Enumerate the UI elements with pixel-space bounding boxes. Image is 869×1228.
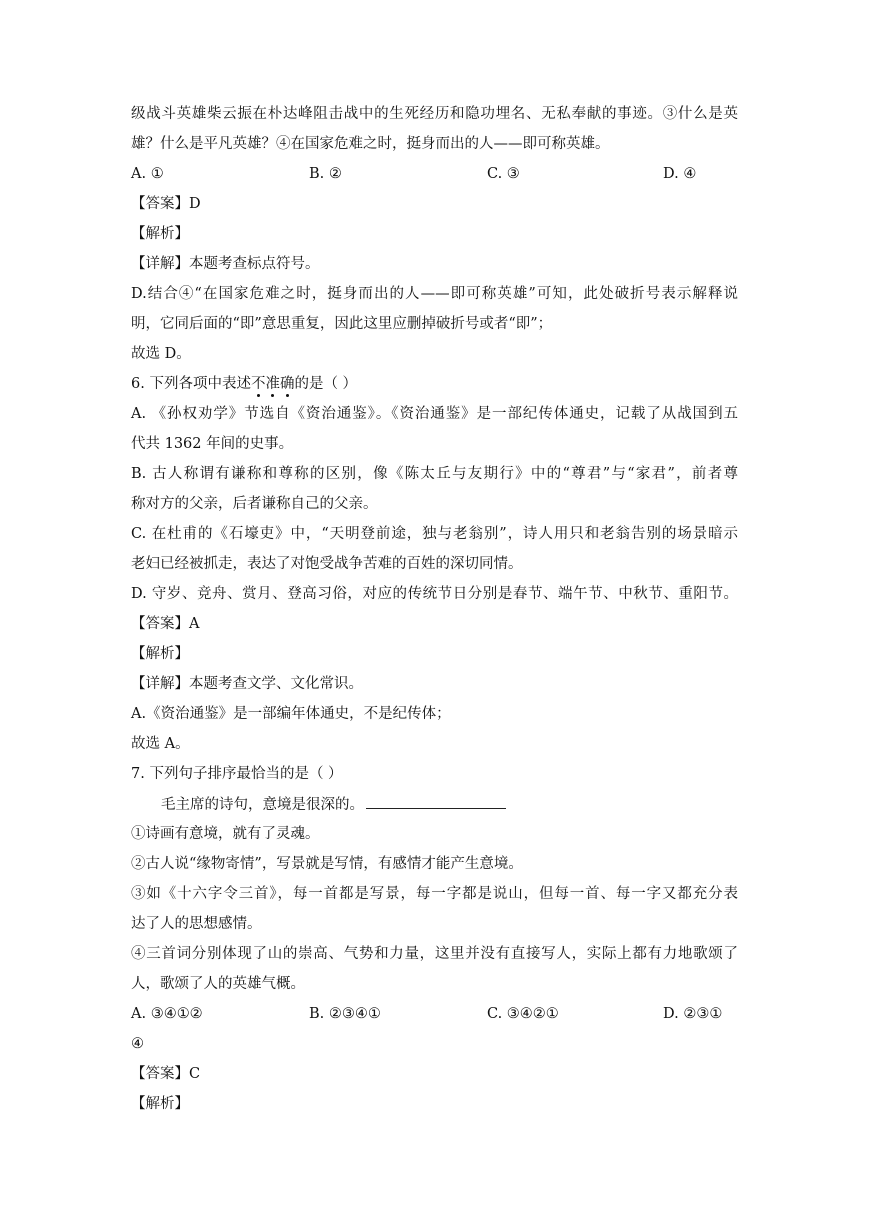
- analysis-label: 【解析】: [131, 226, 189, 242]
- choice-conclusion: 故选 A。: [131, 736, 190, 752]
- detail-text: 【详解】本题考查文学、文化常识。: [131, 676, 363, 692]
- option-a-line: 代共 1362 年间的史事。: [131, 436, 294, 452]
- explanation-line: 明，它同后面的“即”意思重复，因此这里应删掉破折号或者“即”；: [131, 316, 553, 332]
- explanation-line: A.《资治通鉴》是一部编年体通史，不是纪传体；: [131, 706, 451, 722]
- stem-text: 的是（ ）: [294, 376, 358, 392]
- option-a: A. ①: [131, 166, 164, 182]
- option-d-wrap: ④: [131, 1036, 144, 1052]
- stem-text: 6. 下列各项中表述: [131, 376, 251, 392]
- sentence-3: 达了人的思想感情。: [131, 916, 262, 932]
- sentence-3: ③如《十六字令三首》，每一首都是写景，每一字都是说山，但每一首、每一字又都充分表: [131, 886, 738, 902]
- explanation-line: D.结合④“在国家危难之时，挺身而出的人——即可称英雄”可知，此处破折号表示解释说: [131, 286, 738, 302]
- option-c-line: C. 在杜甫的《石壕吏》中，“天明登前途，独与老翁别”，诗人用只和老翁告别的场景暗示: [131, 526, 738, 542]
- question-text-line: 级战斗英雄柴云振在朴达峰阻击战中的生死经历和隐功埋名、无私奉献的事迹。③什么是英: [131, 106, 738, 122]
- option-d: D. ②③①: [663, 1006, 723, 1022]
- answer-options: [131, 164, 741, 184]
- option-c: C. ③④②①: [487, 1006, 559, 1022]
- answer-options: [131, 1004, 741, 1024]
- emphasis-char: 准: [265, 376, 280, 392]
- option-a: A. ③④①②: [131, 1006, 203, 1022]
- question-6-stem: [131, 374, 738, 394]
- answer-blank: [366, 794, 506, 809]
- answer-label: 【答案】C: [131, 1066, 201, 1082]
- answer-label: 【答案】A: [131, 616, 200, 632]
- option-c-line: 老妇已经被抓走，表达了对饱受战争苦难的百姓的深切同情。: [131, 556, 523, 572]
- option-b: B. ②: [309, 166, 342, 182]
- option-b-line: B. 古人称谓有谦称和尊称的区别，像《陈太丘与友期行》中的“尊君”与“家君”，前者尊: [131, 466, 738, 482]
- lead-text: 毛主席的诗句，意境是很深的。: [161, 797, 364, 813]
- option-b-line: 称对方的父亲，后者谦称自己的父亲。: [131, 496, 378, 512]
- question-text-line: 雄？什么是平凡英雄？④在国家危难之时，挺身而出的人——即可称英雄。: [131, 136, 610, 152]
- option-d-line: D. 守岁、竞舟、赏月、登高习俗，对应的传统节日分别是春节、端午节、中秋节、重阳节。: [131, 586, 738, 602]
- analysis-label: 【解析】: [131, 646, 189, 662]
- option-d: D. ④: [663, 166, 697, 182]
- option-c: C. ③: [487, 166, 520, 182]
- option-a-line: A. 《孙权劝学》节选自《资治通鉴》。《资治通鉴》是一部纪传体通史，记载了从战国到五: [131, 406, 738, 422]
- emphasis-char: 确: [279, 376, 295, 392]
- lead-sentence: [161, 794, 738, 815]
- sentence-4: ④三首词分别体现了山的崇高、气势和力量，这里并没有直接写人，实际上都有力地歌颂了: [131, 946, 738, 962]
- emphasis-char: 不: [250, 376, 266, 392]
- sentence-1: ①诗画有意境，就有了灵魂。: [131, 826, 320, 842]
- option-b: B. ②③④①: [309, 1006, 381, 1022]
- analysis-label: 【解析】: [131, 1096, 189, 1112]
- answer-label: 【答案】D: [131, 196, 201, 212]
- detail-text: 【详解】本题考查标点符号。: [131, 256, 320, 272]
- sentence-2: ②古人说“缘物寄情”，写景就是写情，有感情才能产生意境。: [131, 856, 523, 872]
- question-7-stem: 7. 下列句子排序最恰当的是（ ）: [131, 766, 343, 782]
- choice-conclusion: 故选 D。: [131, 346, 191, 362]
- sentence-4: 人，歌颂了人的英雄气概。: [131, 976, 305, 992]
